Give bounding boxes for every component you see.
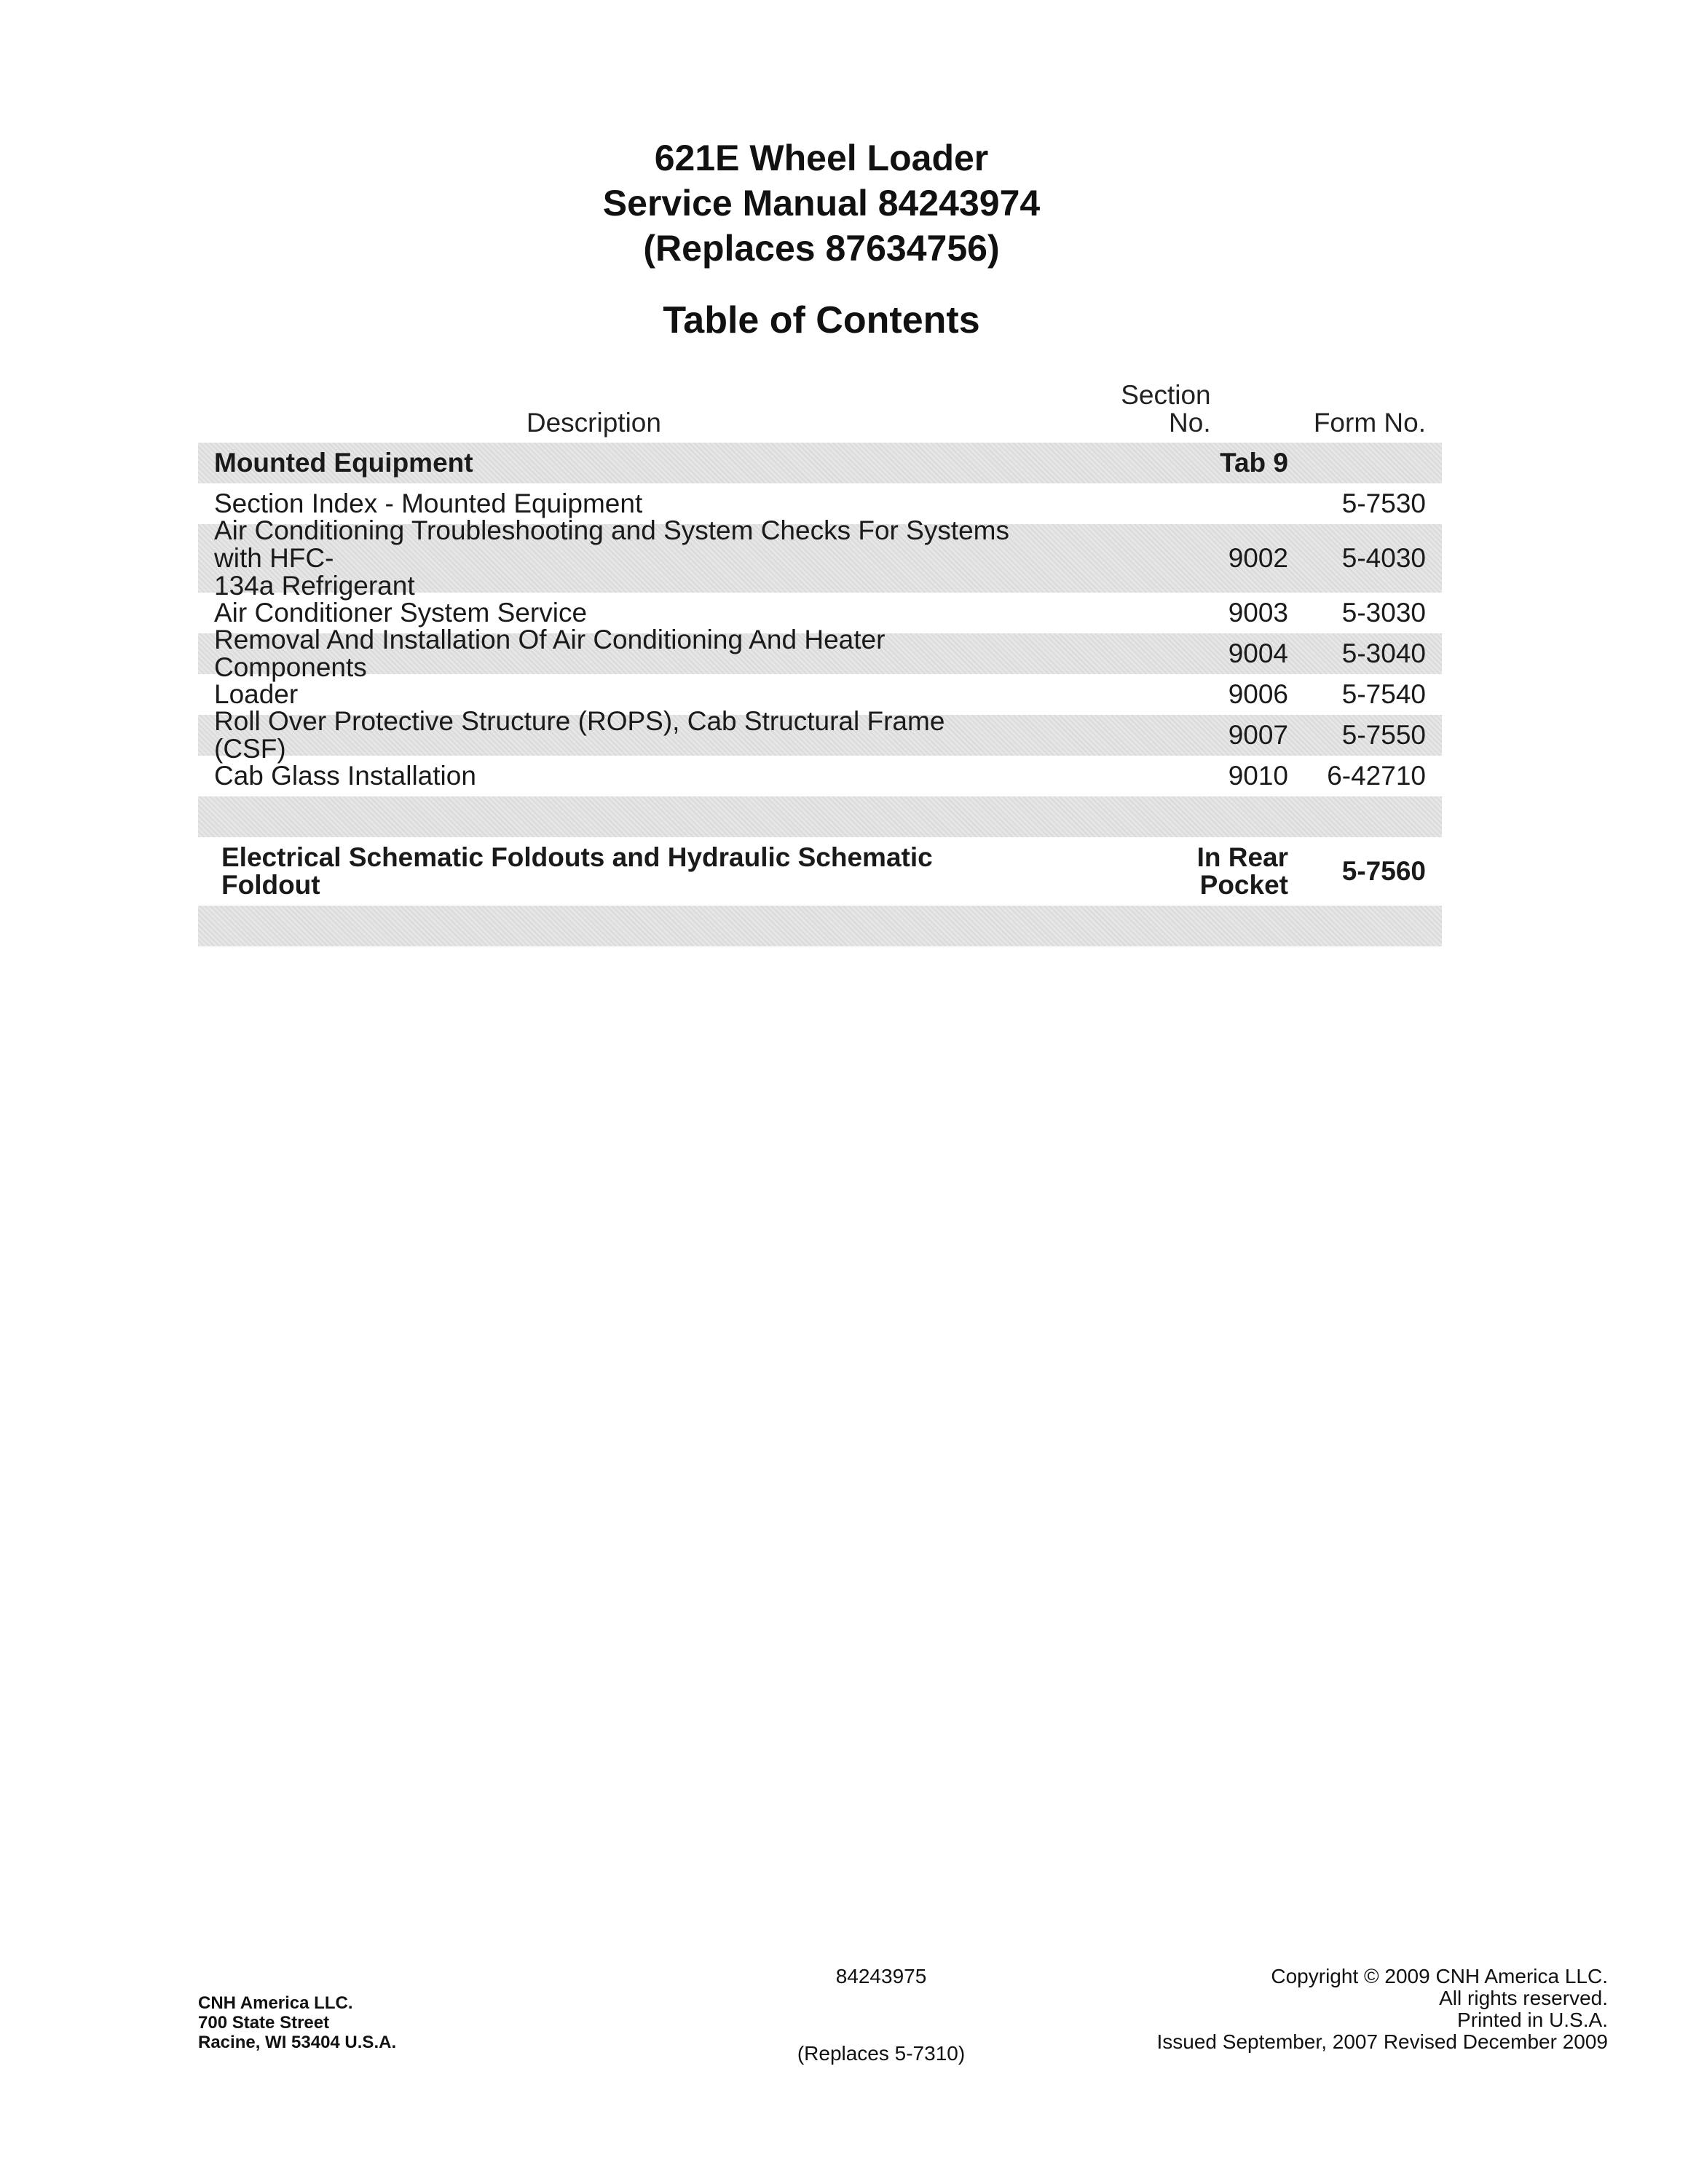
row-section-line: 9003 bbox=[1228, 598, 1288, 628]
title-line: Service Manual 84243974 bbox=[602, 183, 1041, 223]
row-section-number bbox=[1021, 844, 1288, 899]
row-description bbox=[198, 708, 1021, 763]
row-description-line: Electrical Schematic Foldouts and Hydraulic Schematic Foldout bbox=[221, 842, 933, 900]
toc-heading: Table of Contents bbox=[663, 299, 980, 341]
replaces-note: (Replaces 5-7310) bbox=[797, 2042, 966, 2065]
table-row bbox=[198, 837, 1442, 906]
document-title bbox=[0, 135, 1643, 271]
row-description-line: Air Conditioner System Service bbox=[214, 598, 588, 628]
row-section-line: Tab 9 bbox=[1220, 448, 1288, 478]
copyright-line: All rights reserved. bbox=[1439, 1987, 1608, 2009]
row-form-number: 5-7550 bbox=[1341, 720, 1426, 750]
row-description-line: Loader bbox=[214, 679, 299, 709]
column-header-section-line2: No. bbox=[1169, 408, 1211, 438]
column-header-description: Description bbox=[526, 408, 661, 438]
row-form-number: 6-42710 bbox=[1327, 761, 1426, 791]
row-description bbox=[198, 599, 1021, 627]
row-section-number bbox=[1021, 599, 1288, 627]
row-section-line: 9002 bbox=[1228, 543, 1288, 573]
copyright-line: Printed in U.S.A. bbox=[1457, 2009, 1608, 2031]
address-line: Racine, WI 53404 U.S.A. bbox=[198, 2033, 397, 2052]
row-description bbox=[198, 449, 1021, 477]
row-description bbox=[198, 490, 1021, 518]
table-row bbox=[198, 443, 1442, 483]
toc-table bbox=[198, 374, 1442, 946]
copyright-line: Copyright © 2009 CNH America LLC. bbox=[1271, 1965, 1608, 1987]
row-section-number bbox=[1021, 721, 1288, 749]
copyright-block bbox=[1157, 1966, 1609, 2053]
copyright-line: Issued September, 2007 Revised December 2009 bbox=[1156, 2030, 1608, 2053]
row-description bbox=[198, 762, 1021, 790]
row-form-number: 5-7530 bbox=[1341, 488, 1426, 518]
row-section-number bbox=[1021, 762, 1288, 790]
row-section-line: 9010 bbox=[1228, 761, 1288, 791]
row-section-line: 9007 bbox=[1228, 720, 1288, 750]
row-description-line: Roll Over Protective Structure (ROPS), Cab Structural Frame (CSF) bbox=[214, 706, 945, 764]
column-header-section-line1: Section bbox=[1121, 380, 1211, 410]
row-description-line: Section Index - Mounted Equipment bbox=[214, 488, 643, 518]
table-row bbox=[198, 796, 1442, 837]
address-line: 700 State Street bbox=[198, 2013, 330, 2033]
row-description bbox=[198, 844, 1021, 899]
column-header-form: Form No. bbox=[1313, 408, 1426, 438]
row-form-number: 5-3030 bbox=[1341, 598, 1426, 628]
title-line: (Replaces 87634756) bbox=[643, 228, 1000, 269]
table-header bbox=[198, 374, 1442, 443]
row-section-number bbox=[1021, 545, 1288, 572]
row-description-line: 134a Refrigerant bbox=[214, 571, 415, 601]
table-row bbox=[198, 756, 1442, 796]
row-section-line: Pocket bbox=[1199, 870, 1288, 900]
row-section-number bbox=[1021, 681, 1288, 708]
row-section-line: 9004 bbox=[1228, 638, 1288, 668]
row-description-line: Removal And Installation Of Air Conditioning And Heater Components bbox=[214, 625, 886, 682]
row-form-number: 5-7540 bbox=[1341, 679, 1426, 709]
row-form-number: 5-3040 bbox=[1341, 638, 1426, 668]
table-row bbox=[198, 625, 1442, 682]
row-form-number: 5-7560 bbox=[1341, 856, 1426, 886]
column-header-section bbox=[990, 381, 1211, 437]
row-description bbox=[198, 626, 1021, 681]
document-number: 84243975 bbox=[835, 1965, 927, 1987]
title-line: 621E Wheel Loader bbox=[654, 138, 989, 178]
table-row bbox=[198, 906, 1442, 946]
table-row bbox=[198, 706, 1442, 764]
row-description bbox=[198, 681, 1021, 708]
row-section-line: 9006 bbox=[1228, 679, 1288, 709]
table-row bbox=[198, 515, 1442, 601]
table-body bbox=[198, 443, 1442, 946]
row-description-line: Air Conditioning Troubleshooting and System Checks For Systems with HFC- bbox=[214, 515, 1010, 573]
row-form-number: 5-4030 bbox=[1341, 543, 1426, 573]
row-section-number bbox=[1021, 640, 1288, 668]
row-description bbox=[198, 517, 1021, 600]
row-description-line: Cab Glass Installation bbox=[214, 761, 476, 791]
row-section-number bbox=[1021, 449, 1288, 477]
company-address bbox=[198, 1993, 396, 2052]
address-line: CNH America LLC. bbox=[198, 1993, 353, 2013]
row-description-line: Mounted Equipment bbox=[214, 448, 473, 478]
row-section-line: In Rear bbox=[1196, 842, 1288, 872]
